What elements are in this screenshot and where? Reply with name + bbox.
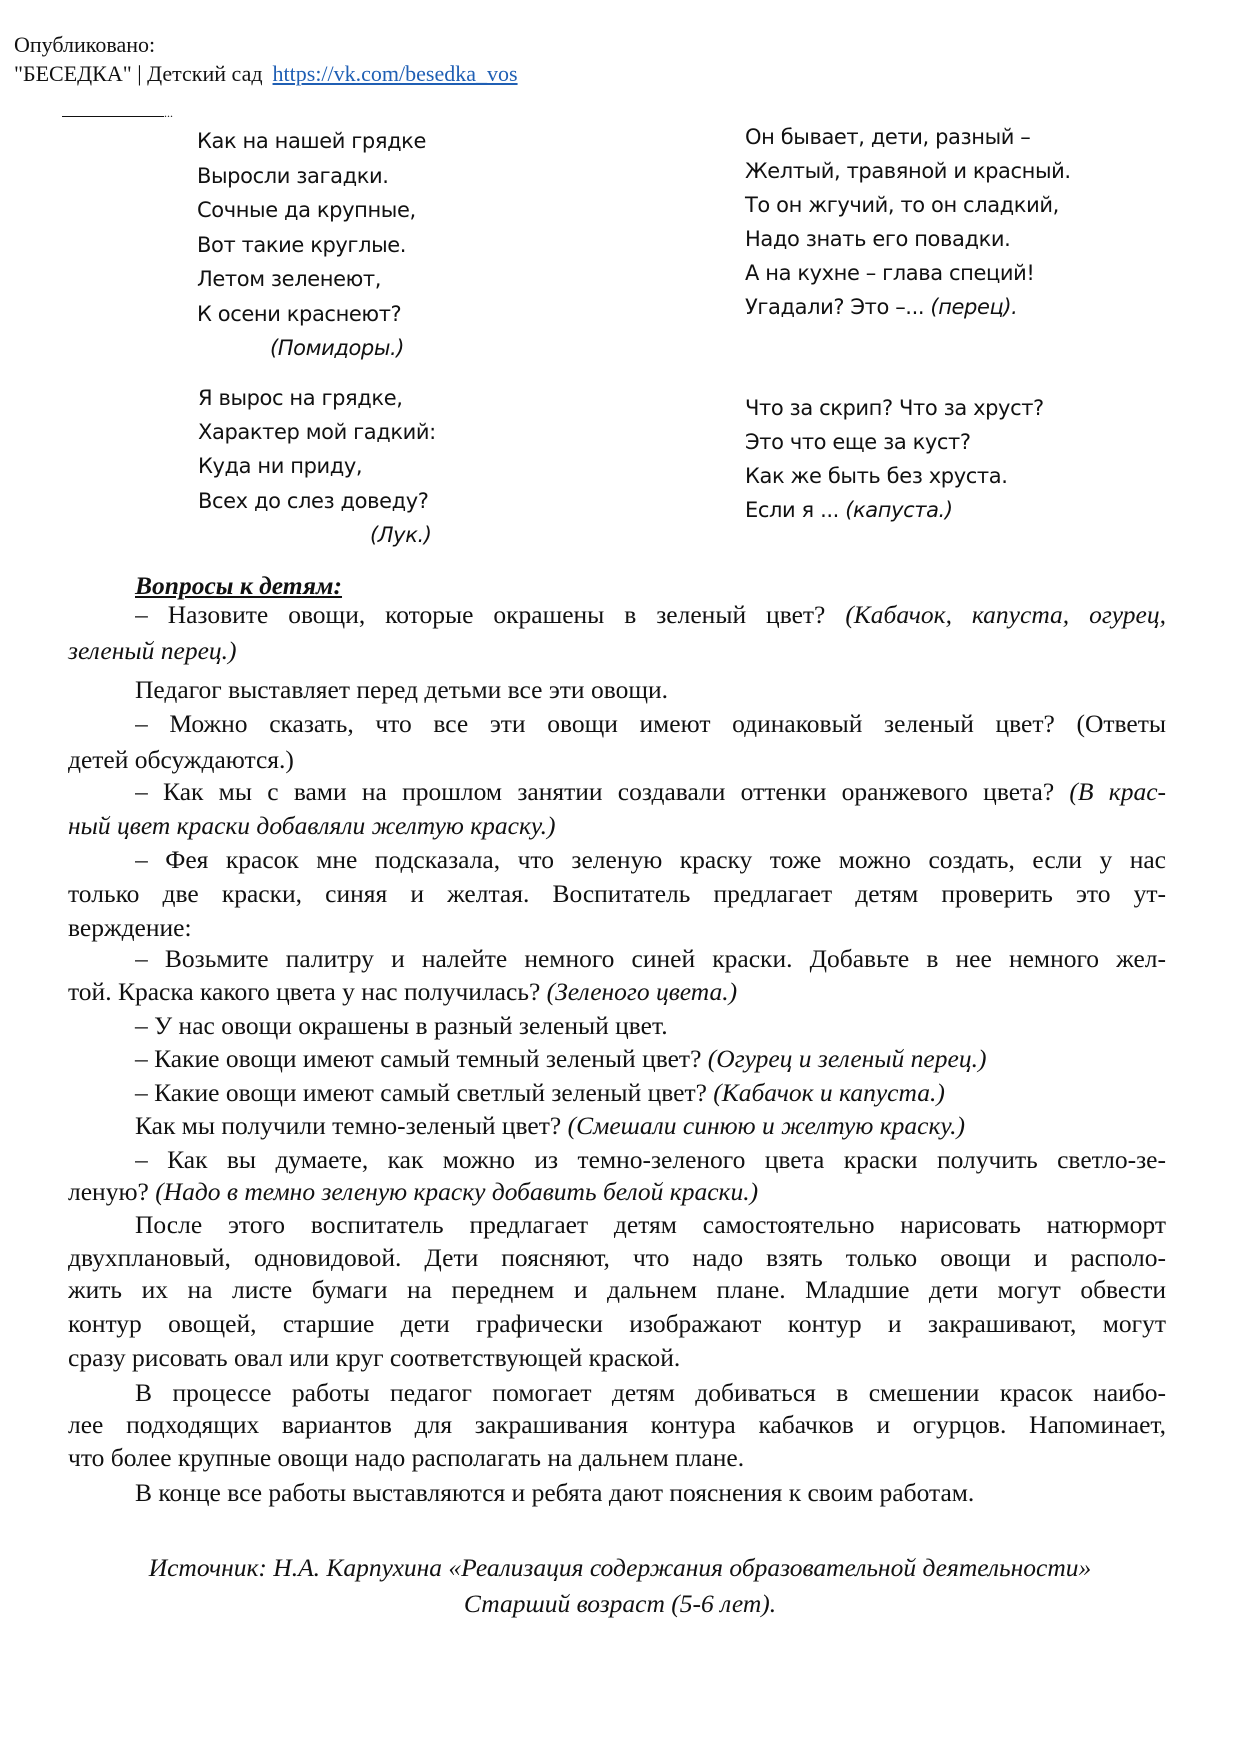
divider-dots: ... [164,106,173,120]
body-line [68,636,1166,666]
riddle-line-text: Надо знать его повадки. [745,227,1011,251]
riddle-line-text: Вот такие круглые. [197,232,407,257]
riddle-line [198,487,429,515]
publisher-line [14,61,518,87]
riddle-line-text: Летом зеленеют, [197,267,381,291]
line-text: верждение: [68,913,192,942]
riddle-line [745,293,1017,321]
riddle-line-text: Как на нашей грядке [197,129,426,153]
riddle-line-text: Как же быть без хруста. [745,464,1008,488]
line-text: – Как вы думаете, как можно из темно-зеленого цвета краски получить светло-зе- [135,1145,1166,1174]
riddle-line-text: Характер мой гадкий: [198,420,436,445]
body-line [135,1478,1166,1508]
riddle-line-text: Сочные да крупные, [197,198,416,222]
riddle-answer: (капуста.) [845,498,953,522]
body-line [135,1011,1166,1041]
riddle-answer-line [270,334,404,362]
answer-text: (Зеленого цвета.) [546,977,738,1006]
line-text: Педагог выставляет перед детьми все эти овощи. [135,675,668,704]
vk-link[interactable]: https://vk.com/besedka_vos [272,61,518,86]
body-line [135,1111,1166,1141]
publisher-name: "БЕСЕДКА" | Детский сад [14,61,263,86]
body-line [68,1410,1166,1440]
body-line [68,811,1166,841]
body-line [135,1078,1166,1108]
source-line-1: Источник: Н.А. Карпухина «Реализация содержания образовательной деятельности» [148,1553,1092,1582]
riddle-line-text: Я вырос на грядке, [198,386,403,410]
body-line [68,1275,1166,1305]
answer-text: (В крас- [1069,777,1166,806]
riddle-line [745,123,1030,151]
riddle-line-text: Всех до слез доведу? [198,488,429,513]
line-text: только две краски, синяя и желтая. Воспитатель предлагает детям проверить это ут- [68,879,1166,908]
riddle-line [198,384,403,412]
riddle-line [198,418,436,446]
riddle-line [197,300,401,328]
riddle-line [197,265,381,293]
body-line [68,879,1166,909]
riddle-line-text: То он жгучий, то он сладкий, [745,193,1059,217]
riddle-line-text: Выросли загадки. [197,163,389,188]
body-line [135,1210,1166,1240]
riddle-line [745,259,1034,287]
riddle-answer: (перец). [930,295,1018,319]
riddle-line [197,231,406,259]
riddle-line [745,225,1010,253]
published-label: Опубликовано: [14,32,156,57]
body-line [135,675,1166,705]
body-line [135,1378,1166,1408]
body-line [68,1177,1166,1207]
riddle-line-text: Если я ... [745,498,839,522]
answer-text: (Смешали синюю и желтую краску.) [567,1111,965,1140]
body-line [135,709,1166,739]
line-text: После этого воспитатель предлагает детям самостоятельно нарисовать натюрморт [135,1210,1166,1239]
line-text: – Возьмите палитру и налейте немного синей краски. Добавьте в нее немного жел- [135,944,1166,973]
body-line [135,845,1166,875]
line-text: – Можно сказать, что все эти овощи имеют одинаковый зеленый цвет? (Ответы [135,709,1166,738]
riddle-answer: (Лук.) [370,522,432,547]
line-text: – Как мы с вами на прошлом занятии создавали оттенки оранжевого цвета? [135,777,1070,806]
body-line [68,977,1166,1007]
line-text: – Какие овощи имеют самый темный зеленый цвет? [135,1044,708,1073]
riddle-line [197,162,389,190]
answer-text: (Надо в темно зеленую краску добавить белой краски.) [155,1177,759,1206]
body-line [68,1343,1166,1373]
riddle-line [197,196,416,224]
answer-text: ный цвет краски добавляли желтую краску.) [68,811,556,840]
body-line [68,1243,1166,1273]
body-line [135,1044,1166,1074]
riddle-line-text: Угадали? Это –... [745,295,925,319]
line-text: двухплановый, одновидовой. Дети поясняют, что надо взять только овощи и располо- [68,1243,1166,1272]
questions-heading: Вопросы к детям: [135,571,343,600]
line-text: – У нас овощи окрашены в разный зеленый цвет. [135,1011,668,1040]
divider [62,116,164,117]
line-text: контур овощей, старшие дети графически изображают контур и закрашивают, могут [68,1309,1166,1338]
line-text: детей обсуждаются.) [68,745,294,774]
body-line [68,913,1166,943]
riddle-line-text: Что за скрип? Что за хруст? [745,396,1044,420]
riddle-line [745,428,971,456]
riddle-line [745,191,1059,219]
line-text: жить их на листе бумаги на переднем и дальнем плане. Младшие дети могут обвести [68,1275,1166,1304]
line-text: что более крупные овощи надо располагать на дальнем плане. [68,1443,745,1472]
riddle-line [745,496,953,524]
body-line [135,1145,1166,1175]
line-text: В конце все работы выставляются и ребята дают пояснения к своим работам. [135,1478,975,1507]
line-text: Как мы получили темно-зеленый цвет? [135,1111,568,1140]
body-line [68,1443,1166,1473]
line-text: той. Краска какого цвета у нас получилась? [68,977,547,1006]
riddle-line-text: А на кухне – глава специй! [745,261,1035,285]
riddle-line-text: Желтый, травяной и красный. [745,159,1071,183]
body-line [68,745,1166,775]
line-text: леную? [68,1177,156,1206]
source-line-2: Старший возраст (5-6 лет). [463,1589,777,1618]
answer-text: (Кабачок и капуста.) [713,1078,945,1107]
riddle-line [197,127,426,155]
riddle-line [745,394,1044,422]
body-line [135,777,1166,807]
answer-text: (Огурец и зеленый перец.) [707,1044,987,1073]
answer-text: зеленый перец.) [68,636,237,665]
riddle-line-text: Это что еще за куст? [745,430,971,454]
line-text: лее подходящих вариантов для закрашивания контура кабачков и огурцов. Напоминает, [68,1410,1166,1439]
riddle-line-text: К осени краснеют? [197,301,402,326]
line-text: сразу рисовать овал или круг соответствующей краской. [68,1343,681,1372]
riddle-answer-line [370,521,432,549]
riddle-line-text: Куда ни приду, [198,454,363,479]
riddle-line [745,157,1071,185]
line-text: – Фея красок мне подсказала, что зеленую краску тоже можно создать, если у нас [135,845,1166,874]
line-text: В процессе работы педагог помогает детям добиваться в смешении красок наибо- [135,1378,1166,1407]
riddle-line [745,462,1008,490]
line-text: – Назовите овощи, которые окрашены в зеленый цвет? [135,600,846,629]
body-line [135,600,1166,630]
riddle-line-text: Он бывает, дети, разный – [745,125,1031,149]
body-line [68,1309,1166,1339]
riddle-line [198,452,362,480]
body-line [135,944,1166,974]
answer-text: (Кабачок, капуста, огурец, [845,600,1166,629]
line-text: – Какие овощи имеют самый светлый зеленый цвет? [135,1078,714,1107]
riddle-answer: (Помидоры.) [270,336,405,360]
